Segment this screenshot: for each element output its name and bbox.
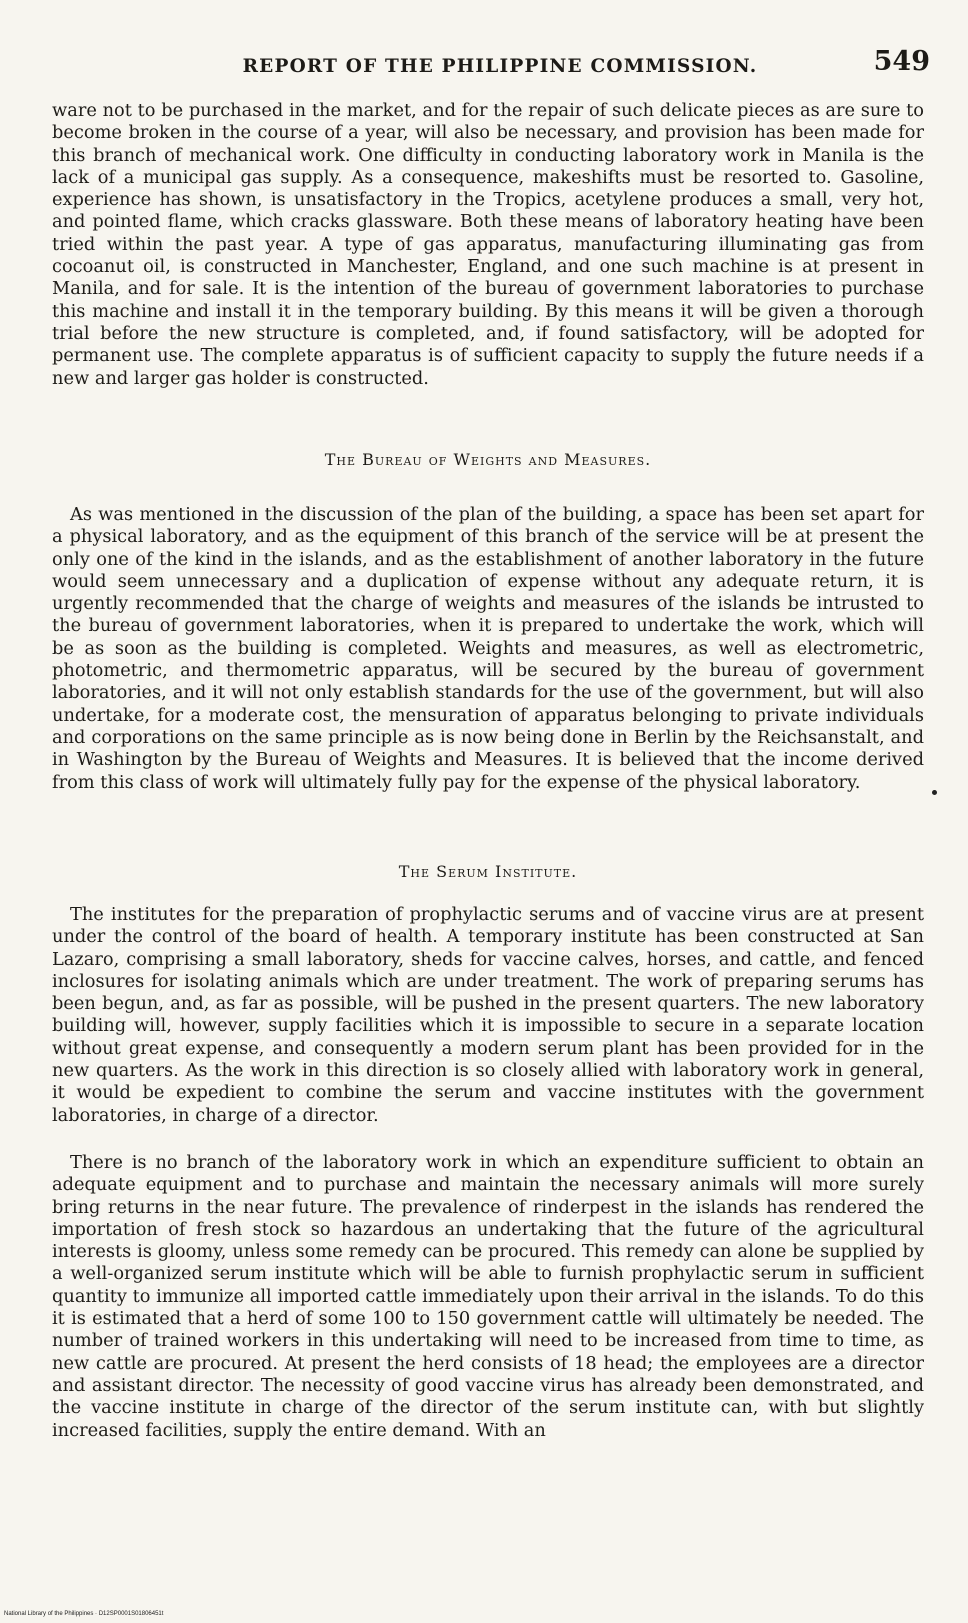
paragraph-serum-institute-2: There is no branch of the laboratory work in which an expenditure sufficient to obtain an adequate equipment and to purchase and maintain the necessary animals will more surely bring returns in the near future. The prevalence of rinderpest in the islands has rendered the importation of fresh stock so hazardous an undertaking that the future of the agricultural interests is gloomy, unless some remedy can be procured. This remedy can alone be supplied by a well-organized serum institute which will be able to furnish prophylactic serum in sufficient quantity to immunize all imported cattle immediately upon their arrival in the islands. To do this it is estimated that a herd of some 100 to 150 government cattle will ultimately be needed. The number of trained workers in this undertaking will need to be increased from time to time, as new cattle are procured. At present the herd consists of 18 head; the employees are a director and assistant director. The necessity of good vaccine virus has already been demonstrated, and the vaccine institute in charge of the director of the serum institute can, with but slightly increased facilities, supply the entire demand. With an: [52, 1152, 924, 1441]
paragraph-weights-measures: As was mentioned in the discussion of the plan of the building, a space has been set apart for a physical laboratory, and as the equipment of this branch of the service will be at present the only one of the kind in the islands, and as the establishment of another laboratory in the future would seem unnecessary and a duplication of expense without any adequate return, it is urgently recommended that the charge of weights and measures of the islands be intrusted to the bureau of government laboratories, when it is prepared to undertake the work, which will be as soon as the building is completed. Weights and measures, as well as electrometric, photometric, and thermometric apparatus, will be secured by the bureau of government laboratories, and it will not only establish standards for the use of the government, but will also undertake, for a moderate cost, the mensuration of apparatus belonging to private individuals and corporations on the same principle as is now being done in Berlin by the Reichsanstalt, and in Washington by the Bureau of Weights and Measures. It is believed that the income derived from this class of work will ultimately fully pay for the expense of the physical laboratory.: [52, 504, 924, 793]
page-number: 549: [873, 46, 930, 77]
section-heading-weights-measures: The Bureau of Weights and Measures.: [324, 450, 652, 469]
scan-credit-footer: National Library of the Philippines · D12SP0001S01806451t: [4, 1611, 164, 1617]
paragraph-gas-supply: ware not to be purchased in the market, and for the repair of such delicate pieces as are sure to become broken in the course of a year, will also be necessary, and provision has been made for this branch of mechanical work. One difficulty in conducting laboratory work in Manila is the lack of a municipal gas supply. As a consequence, makeshifts must be resorted to. Gasoline, experience has shown, is unsatisfactory in the Tropics, acetylene produces a small, very hot, and pointed flame, which cracks glassware. Both these means of laboratory heating have been tried within the past year. A type of gas apparatus, manufacturing illuminating gas from cocoanut oil, is constructed in Manchester, England, and one such machine is at present in Manila, and for sale. It is the intention of the bureau of government laboratories to purchase this machine and install it in the temporary building. By this means it will be given a thorough trial before the new structure is completed, and, if found satisfactory, will be adopted for permanent use. The complete apparatus is of sufficient capacity to supply the future needs if a new and larger gas holder is constructed.: [52, 100, 924, 389]
paragraph-serum-institute-1: The institutes for the preparation of prophylactic serums and of vaccine virus are at present under the control of the board of health. A temporary institute has been constructed at San Lazaro, comprising a small laboratory, sheds for vaccine calves, horses, and cattle, and fenced inclosures for isolating animals which are under treatment. The work of preparing serums has been begun, and, as far as possible, will be pushed in the present quarters. The new laboratory building will, however, supply facilities which it is impossible to secure in a separate location without great expense, and consequently a modern serum plant has been provided for in the new quarters. As the work in this direction is so closely allied with laboratory work in general, it would be expedient to combine the serum and vaccine institutes with the government laboratories, in charge of a director.: [52, 904, 924, 1126]
page-header: [50, 44, 930, 84]
section-heading-serum-institute: The Serum Institute.: [398, 862, 578, 881]
running-title: REPORT OF THE PHILIPPINE COMMISSION.: [242, 56, 758, 77]
margin-dot: [932, 790, 937, 795]
